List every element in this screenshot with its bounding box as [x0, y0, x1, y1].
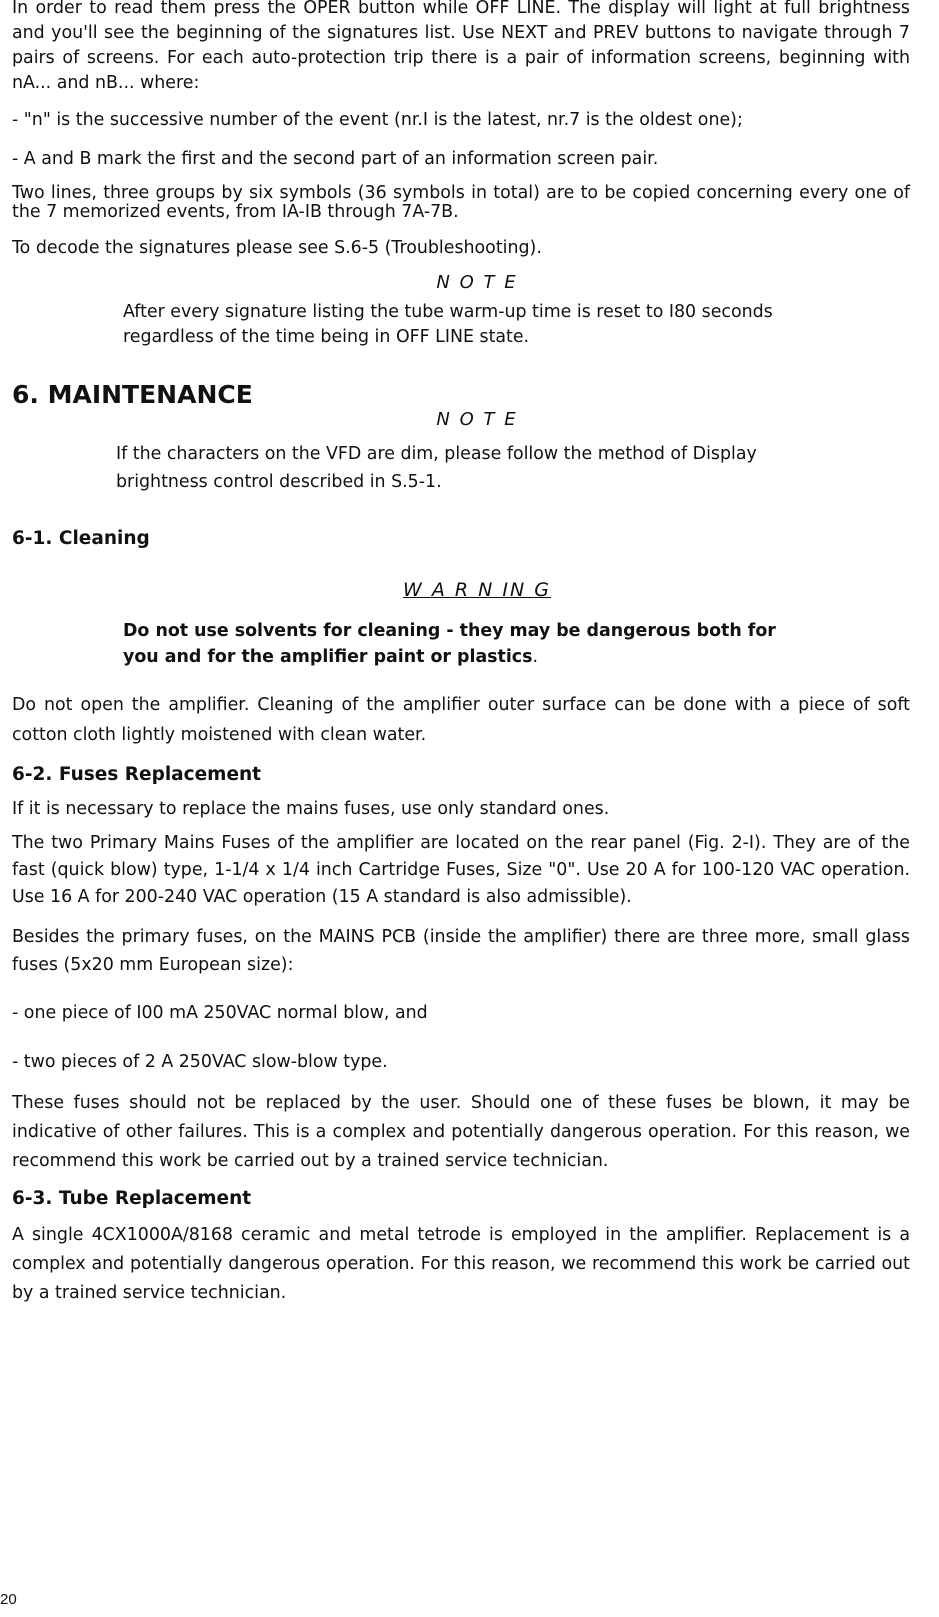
document-page — [12, 0, 910, 1308]
list-item: - "n" is the successive number of the event (nr.I is the latest, nr.7 is the oldest one); — [12, 110, 743, 130]
decode-paragraph: To decode the signatures please see S.6-5 (Troubleshooting). — [12, 238, 542, 258]
warning-text — [12, 618, 910, 670]
fuses-paragraph: These fuses should not be replaced by the user. Should one of these fuses be blown, it may be indicative of other failures. This is a complex and potentially dangerous operation. For this reason, we recommend this work be carried out by a trained service technician. — [12, 1093, 910, 1171]
list-item: - A and B mark the first and the second part of an information screen pair. — [12, 149, 659, 169]
tube-paragraph: A single 4CX1000A/8168 ceramic and metal tetrode is employed in the amplifier. Replacement is a complex and potentially dangerous operation. For this reason, we recommend this work be carried out by a trained service technician. — [12, 1225, 910, 1303]
page-number: 20 — [0, 1591, 17, 1608]
list-item: - two pieces of 2 A 250VAC slow-blow type. — [12, 1052, 388, 1072]
symbols-paragraph: Two lines, three groups by six symbols (36 symbols in total) are to be copied concerning every one of the 7 memorized events, from IA-IB through 7A-7B. — [12, 183, 910, 222]
cleaning-paragraph: Do not open the amplifier. Cleaning of the amplifier outer surface can be done with a piece of soft cotton cloth lightly moistened with clean water. — [12, 695, 910, 745]
fuses-paragraph: If it is necessary to replace the mains fuses, use only standard ones. — [12, 799, 610, 819]
note-title: N O T E — [436, 409, 518, 430]
fuses-paragraph: Besides the primary fuses, on the MAINS PCB (inside the amplifier) there are three more, small glass fuses (5x20 mm European size): — [12, 927, 910, 975]
warning-text-bold: Do not use solvents for cleaning - they may be dangerous both for you and for the amplifier paint or plastics — [123, 621, 776, 667]
note-text: After every signature listing the tube warm-up time is reset to I80 seconds regardless of the time being in OFF LINE state. — [123, 302, 773, 347]
warning-title: W A R N IN G — [403, 579, 551, 601]
intro-paragraph: In order to read them press the OPER button while OFF LINE. The display will light at full brightness and you'll see the beginning of the signatures list. Use NEXT and PREV buttons to navigate through 7 pairs of screens. For each auto-protection trip there is a pair of information screens, beginning with nA... and nB... where: — [12, 0, 910, 93]
section-heading-maintenance: 6. MAINTENANCE — [12, 380, 253, 409]
list-item: - one piece of I00 mA 250VAC normal blow, and — [12, 1003, 428, 1023]
section-heading-tube: 6-3. Tube Replacement — [12, 1188, 252, 1209]
warning-text-end: . — [532, 647, 539, 667]
section-heading-cleaning: 6-1. Cleaning — [12, 528, 150, 549]
note-title: N O T E — [436, 272, 518, 293]
fuses-paragraph: The two Primary Mains Fuses of the amplifier are located on the rear panel (Fig. 2-I). They are of the fast (quick blow) type, 1-1/4 x 1/4 inch Cartridge Fuses, Size "0". Use 20 A for 100-120 VAC operation. Use 16 A for 200-240 VAC operation (15 A standard is also admissible). — [12, 833, 910, 907]
note-text: If the characters on the VFD are dim, please follow the method of Display brightness control described in S.5-1. — [116, 444, 757, 492]
section-heading-fuses: 6-2. Fuses Replacement — [12, 764, 262, 785]
